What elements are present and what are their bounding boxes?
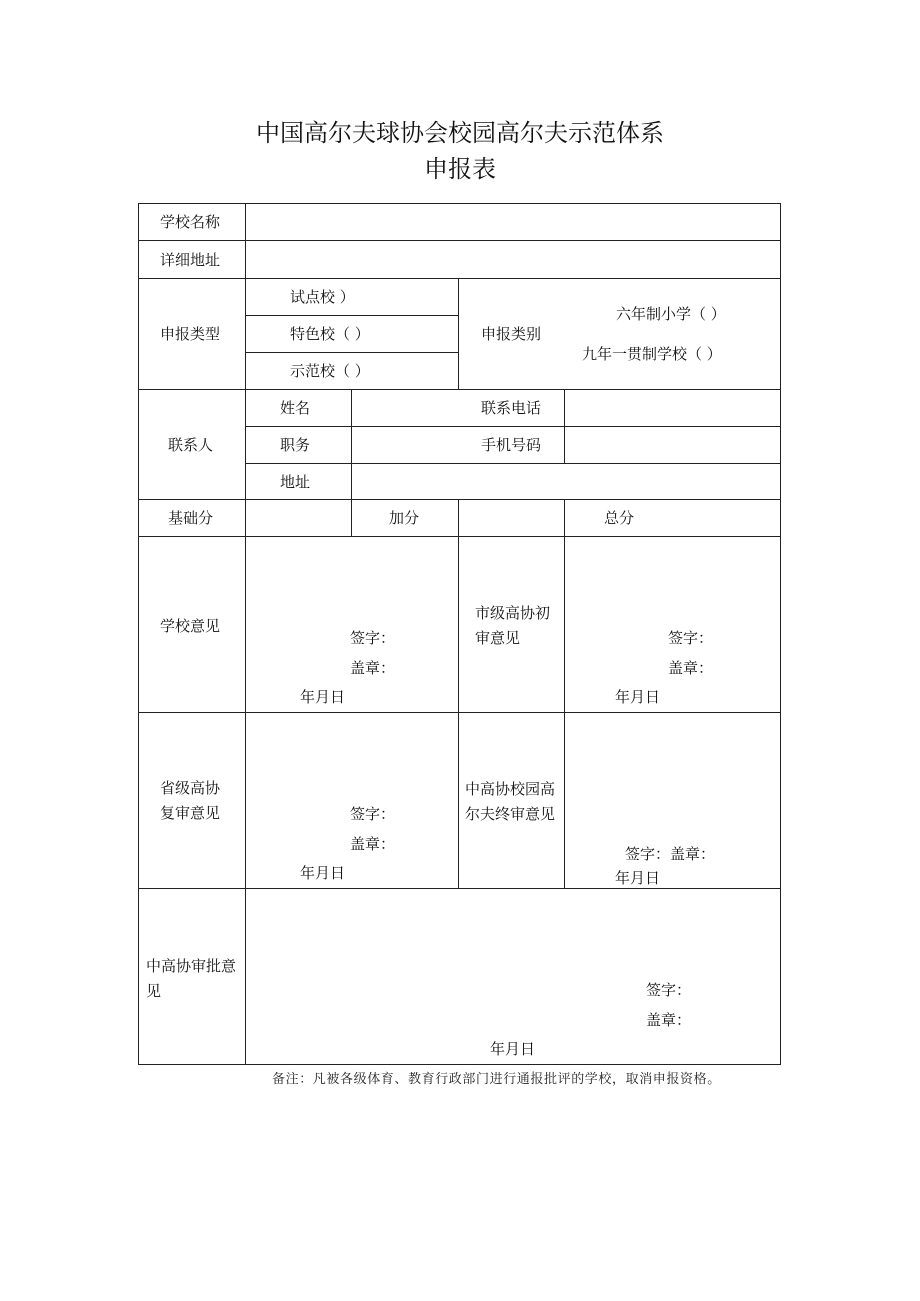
grid-line: [564, 389, 565, 463]
province-date-label: 年月日: [300, 864, 346, 882]
footnote: 备注：凡被各级体育、教育行政部门进行通报批评的学校，取消申报资格。: [272, 1072, 721, 1087]
central-campus-opinion-label: 中高协校园高尔夫终审意见: [465, 780, 556, 823]
grid-line: [138, 389, 781, 390]
grid-line: [138, 278, 781, 279]
apply-type-feature: 特色校（ ）: [290, 325, 370, 343]
form-title: 中国高尔夫球协会校园高尔夫示范体系: [256, 119, 664, 147]
grid-line: [138, 240, 781, 241]
province-sign-label: 签字：: [350, 805, 396, 823]
grid-line: [564, 499, 565, 888]
school-sign-label: 签字：: [350, 629, 396, 647]
grid-line: [245, 203, 246, 1065]
central-date-label: 年月日: [615, 869, 661, 887]
central-sign-seal-label: 签字：盖章：: [625, 845, 716, 863]
contact-label: 联系人: [168, 436, 214, 454]
grid-line: [138, 712, 781, 713]
contact-name-label: 姓名: [280, 399, 311, 417]
table-border-left: [138, 203, 139, 1065]
category-primary: 六年制小学（ ）: [616, 305, 726, 323]
school-date-label: 年月日: [300, 688, 346, 706]
apply-type-label: 申报类型: [160, 325, 221, 343]
grid-line: [458, 499, 459, 888]
application-form: [138, 203, 781, 1065]
grid-line: [351, 389, 352, 536]
base-score-label: 基础分: [168, 509, 214, 527]
table-border-right: [780, 203, 781, 1065]
category-nine-year: 九年一贯制学校（ ）: [582, 345, 722, 363]
contact-address-label: 地址: [280, 473, 311, 491]
grid-line: [138, 888, 781, 889]
apply-type-demo: 示范校（ ）: [290, 362, 370, 380]
grid-line: [138, 536, 781, 537]
school-opinion-label: 学校意见: [160, 617, 221, 635]
approval-seal-label: 盖章：: [646, 1011, 692, 1029]
contact-position-label: 职务: [280, 436, 311, 454]
apply-type-pilot: 试点校 ）: [290, 288, 355, 306]
province-seal-label: 盖章：: [350, 835, 396, 853]
apply-category-label: 申报类别: [481, 325, 542, 343]
contact-mobile-label: 手机号码: [481, 436, 542, 454]
grid-line: [138, 499, 781, 500]
table-border-top: [138, 203, 781, 204]
contact-phone-label: 联系电话: [481, 399, 542, 417]
grid-line: [245, 352, 458, 353]
school-seal-label: 盖章：: [350, 659, 396, 677]
city-opinion-label: 市级高协初审意见: [475, 604, 551, 647]
city-seal-label: 盖章：: [668, 659, 714, 677]
grid-line: [245, 426, 781, 427]
school-name-label: 学校名称: [160, 213, 221, 231]
bonus-score-label: 加分: [389, 509, 420, 527]
table-border-bottom: [138, 1064, 781, 1065]
province-opinion-label: 省级高协复审意见: [160, 779, 221, 822]
central-approval-label: 中高协审批意见: [146, 957, 237, 1000]
grid-line: [458, 278, 459, 389]
approval-date-label: 年月日: [490, 1040, 536, 1058]
grid-line: [245, 463, 781, 464]
approval-sign-label: 签字：: [646, 981, 692, 999]
form-subtitle: 申报表: [424, 155, 496, 183]
total-score-label: 总分: [604, 509, 635, 527]
city-sign-label: 签字：: [668, 629, 714, 647]
address-label: 详细地址: [160, 251, 221, 269]
grid-line: [245, 315, 458, 316]
city-date-label: 年月日: [615, 688, 661, 706]
